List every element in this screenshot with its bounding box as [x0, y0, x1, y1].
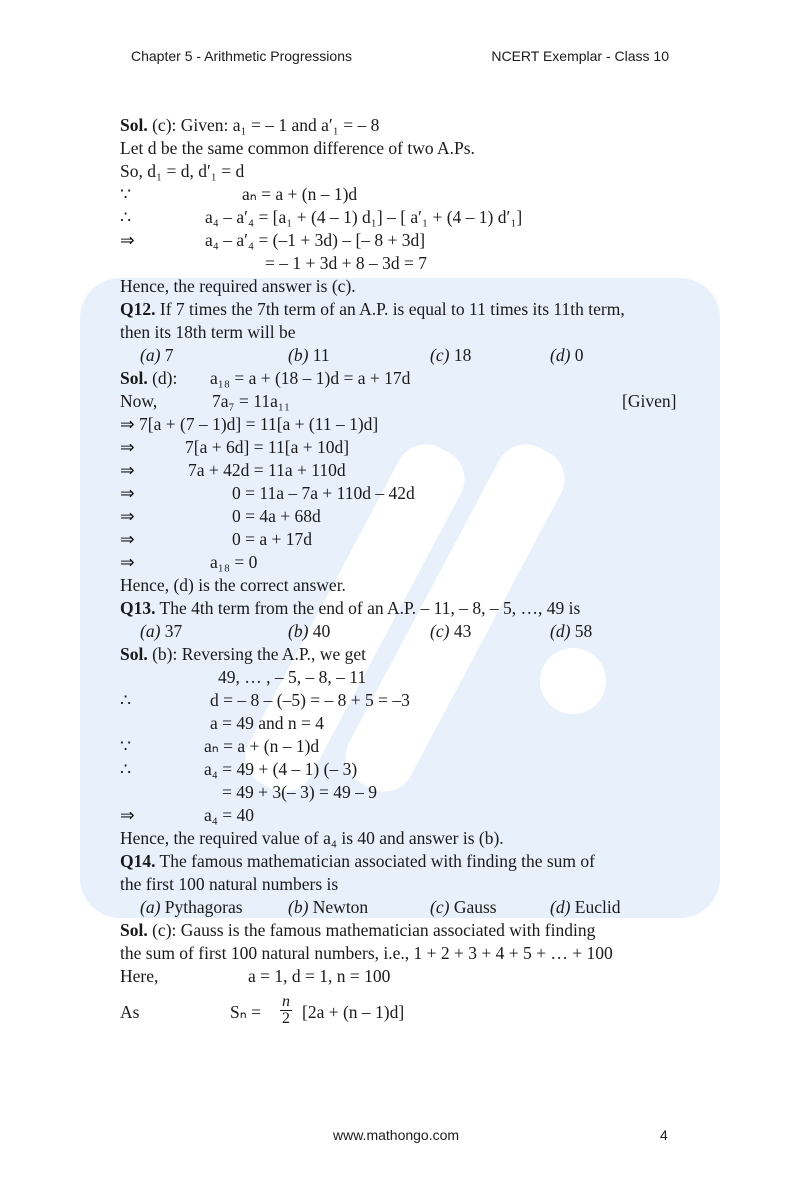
line-segment: aₙ = a + (n – 1)d — [242, 184, 358, 204]
line-segment: Sol. (c): Given: a₁ = – 1 and a′₁ = – 8 — [120, 115, 380, 135]
text-line — [120, 183, 680, 206]
option-label: (d) — [550, 897, 571, 917]
formula-rhs: [2a + (n – 1)d] — [302, 1002, 405, 1022]
option-label: (a) — [140, 897, 161, 917]
option-b — [288, 620, 330, 643]
option-value: Gauss — [453, 897, 497, 917]
options-row — [120, 896, 680, 919]
option-d — [550, 896, 620, 919]
text-line — [120, 735, 680, 758]
line-segment: Sol. (c): Gauss is the famous mathematician associated with finding — [120, 920, 596, 940]
line-segment: 7[a + 6d] = 11[a + 10d] — [185, 437, 350, 457]
formula-fraction — [280, 994, 292, 1027]
option-b — [288, 344, 330, 367]
text-line — [120, 712, 680, 735]
option-value: Pythagoras — [164, 897, 243, 917]
line-segment: a₄ = 49 + (4 – 1) (– 3) — [204, 759, 358, 779]
line-segment: = – 1 + 3d + 8 – 3d = 7 — [265, 253, 427, 273]
text-line — [120, 804, 680, 827]
line-segment: a₁₈ = 0 — [210, 552, 258, 572]
option-value: 11 — [312, 345, 330, 365]
fraction-numerator: n — [282, 993, 290, 1010]
line-segment: 7a + 42d = 11a + 110d — [188, 460, 346, 480]
option-value: 7 — [164, 345, 174, 365]
option-value: 18 — [453, 345, 472, 365]
line-segment: So, d₁ = d, d′₁ = d — [120, 161, 245, 181]
line-segment: Hence, the required answer is (c). — [120, 276, 356, 296]
text-line — [120, 551, 680, 574]
text-line — [120, 459, 680, 482]
option-value: 0 — [574, 345, 584, 365]
line-segment: the first 100 natural numbers is — [120, 874, 339, 894]
text-line — [120, 528, 680, 551]
footer-site: www.mathongo.com — [333, 1127, 460, 1143]
line-segment: 7a₇ = 11a₁₁ — [212, 391, 291, 411]
line-segment: ∵ — [120, 184, 132, 204]
option-value: 58 — [574, 621, 593, 641]
page-number: 4 — [660, 1127, 668, 1143]
text-line — [120, 919, 680, 942]
option-value: Newton — [312, 897, 369, 917]
line-segment: Let d be the same common difference of two A.Ps. — [120, 138, 475, 158]
option-label: (b) — [288, 621, 309, 641]
line-segment: ⇒ — [120, 805, 135, 825]
option-d — [550, 620, 592, 643]
line-segment: ∴ — [120, 759, 132, 779]
line-segment: aₙ = a + (n – 1)d — [204, 736, 320, 756]
option-value: 37 — [164, 621, 183, 641]
line-segment: ⇒ — [120, 230, 135, 250]
option-label: (d) — [550, 621, 571, 641]
fraction-denominator: 2 — [282, 1010, 290, 1027]
line-segment: a₄ – a′₄ = [a₁ + (4 – 1) d₁] – [ a′₁ + (4 – 1) d′₁] — [205, 207, 523, 227]
line-segment: a₄ – a′₄ = (–1 + 3d) – [– 8 + 3d] — [205, 230, 426, 250]
line-segment: a₁₈ = a + (18 – 1)d = a + 17d — [210, 368, 411, 388]
option-label: (b) — [288, 345, 309, 365]
book-header: NCERT Exemplar - Class 10 — [491, 48, 669, 64]
text-line — [120, 298, 680, 321]
line-segment: Q12. If 7 times the 7th term of an A.P. is equal to 11 times its 11th term, — [120, 299, 625, 319]
option-label: (d) — [550, 345, 571, 365]
line-segment: a = 1, d = 1, n = 100 — [248, 966, 391, 986]
option-a — [140, 620, 182, 643]
line-segment: Q14. The famous mathematician associated with finding the sum of — [120, 851, 595, 871]
option-label: (c) — [430, 345, 450, 365]
option-label: (c) — [430, 897, 450, 917]
sum-formula — [120, 994, 680, 1034]
options-row — [120, 620, 680, 643]
text-line — [120, 574, 680, 597]
text-line — [120, 160, 680, 183]
line-segment: = 49 + 3(– 3) = 49 – 9 — [222, 782, 378, 802]
line-segment: Hence, (d) is the correct answer. — [120, 575, 346, 595]
formula-lhs: Sₙ = — [230, 1002, 261, 1022]
text-line — [120, 965, 680, 988]
text-line — [120, 873, 680, 896]
option-label: (b) — [288, 897, 309, 917]
line-segment: then its 18th term will be — [120, 322, 296, 342]
text-line — [120, 827, 680, 850]
text-line — [120, 275, 680, 298]
line-segment: ⇒ — [120, 460, 135, 480]
line-segment: ⇒ 7[a + (7 – 1)d] = 11[a + (11 – 1)d] — [120, 414, 379, 434]
line-segment: Now, — [120, 391, 158, 411]
text-line — [120, 689, 680, 712]
line-segment: 49, … , – 5, – 8, – 11 — [218, 667, 367, 687]
option-c — [430, 620, 471, 643]
text-line — [120, 781, 680, 804]
line-segment: ⇒ — [120, 437, 135, 457]
line-segment: 0 = 4a + 68d — [232, 506, 321, 526]
option-a — [140, 344, 174, 367]
option-d — [550, 344, 584, 367]
formula-lead: As — [120, 1002, 140, 1022]
line-segment: ⇒ — [120, 552, 135, 572]
option-label: (a) — [140, 345, 161, 365]
text-line — [120, 390, 680, 413]
line-segment: ∴ — [120, 690, 132, 710]
line-segment: Sol. (b): Reversing the A.P., we get — [120, 644, 366, 664]
text-line — [120, 643, 680, 666]
option-a — [140, 896, 243, 919]
line-segment: ⇒ — [120, 529, 135, 549]
text-line — [120, 505, 680, 528]
line-segment: the sum of first 100 natural numbers, i.e., 1 + 2 + 3 + 4 + 5 + … + 100 — [120, 943, 613, 963]
line-segment: Here, — [120, 966, 159, 986]
line-segment: 0 = 11a – 7a + 110d – 42d — [232, 483, 415, 503]
text-line — [120, 850, 680, 873]
option-c — [430, 896, 497, 919]
option-value: 40 — [312, 621, 331, 641]
chapter-header: Chapter 5 - Arithmetic Progressions — [131, 48, 352, 64]
options-row — [120, 344, 680, 367]
option-c — [430, 344, 471, 367]
text-line — [120, 436, 680, 459]
text-line — [120, 252, 680, 275]
text-line — [120, 206, 680, 229]
text-line — [120, 942, 680, 965]
text-line — [120, 137, 680, 160]
text-line — [120, 367, 680, 390]
line-segment: a = 49 and n = 4 — [210, 713, 325, 733]
option-label: (a) — [140, 621, 161, 641]
line-segment: Q13. The 4th term from the end of an A.P. – 11, – 8, – 5, …, 49 is — [120, 598, 581, 618]
line-segment: ∴ — [120, 207, 132, 227]
text-line — [120, 229, 680, 252]
text-line — [120, 482, 680, 505]
line-segment: d = – 8 – (–5) = – 8 + 5 = –3 — [210, 690, 410, 710]
line-segment: [Given] — [622, 391, 677, 411]
text-line — [120, 597, 680, 620]
text-line — [120, 321, 680, 344]
line-segment: a₄ = 40 — [204, 805, 254, 825]
option-label: (c) — [430, 621, 450, 641]
text-line — [120, 114, 680, 137]
line-segment: ∵ — [120, 736, 132, 756]
line-segment: 0 = a + 17d — [232, 529, 313, 549]
text-line — [120, 413, 680, 436]
option-value: Euclid — [574, 897, 621, 917]
line-segment: Hence, the required value of a₄ is 40 and answer is (b). — [120, 828, 504, 848]
line-segment: Sol. (d): — [120, 368, 178, 388]
option-b — [288, 896, 368, 919]
option-value: 43 — [453, 621, 472, 641]
solution-content — [120, 114, 680, 988]
text-line — [120, 666, 680, 689]
line-segment: ⇒ — [120, 506, 135, 526]
line-segment: ⇒ — [120, 483, 135, 503]
text-line — [120, 758, 680, 781]
